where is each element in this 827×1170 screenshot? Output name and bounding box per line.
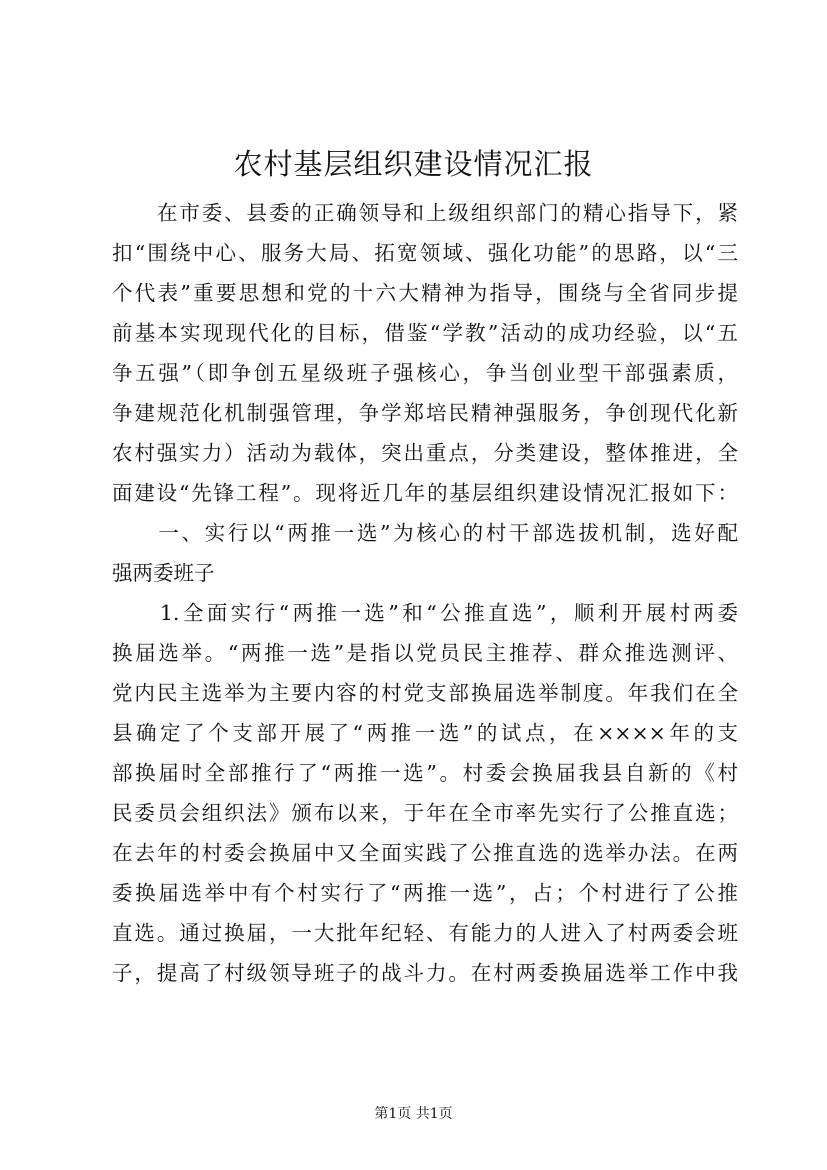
body-line: 直选。通过换届，一大批年纪轻、有能力的人进入了村两委会班 (112, 921, 738, 945)
body-line: 农村强实力）活动为载体，突出重点，分类建设，整体推进，全 (112, 441, 738, 465)
body-line: 前基本实现现代化的目标，借鉴“学教”活动的成功经验，以“五 (112, 321, 738, 345)
body-line: 个代表”重要思想和党的十六大精神为指导，围绕与全省同步提 (112, 281, 738, 305)
body-line: 在去年的村委会换届中又全面实践了公推直选的选举办法。在两 (112, 841, 738, 865)
body-line: 争五强”（即争创五星级班子强核心，争当创业型干部强素质， (112, 361, 738, 385)
section-heading-line: 一、实行以“两推一选”为核心的村干部选拔机制，选好配 (112, 521, 738, 545)
body-line: 换届选举。“两推一选”是指以党员民主推荐、群众推选测评、 (112, 641, 738, 665)
body-line: 面建设“先锋工程”。现将近几年的基层组织建设情况汇报如下： (112, 481, 738, 505)
body-line: 在市委、县委的正确领导和上级组织部门的精心指导下，紧 (112, 201, 738, 225)
section-heading-line: 强两委班子 (112, 561, 215, 585)
body-line: 委换届选举中有个村实行了“两推一选”，占；个村进行了公推 (112, 881, 738, 905)
document-title: 农村基层组织建设情况汇报 (233, 147, 594, 181)
body-line: 扣“围绕中心、服务大局、拓宽领域、强化功能”的思路，以“三 (112, 241, 738, 265)
body-line: 子，提高了村级领导班子的战斗力。在村两委换届选举工作中我 (112, 961, 738, 985)
page-number-footer: 第1页 共1页 (374, 1106, 453, 1122)
body-line: 1.全面实行“两推一选”和“公推直选”，顺利开展村两委 (112, 601, 738, 625)
body-line: 县确定了个支部开展了“两推一选”的试点，在××××年的支 (112, 721, 738, 745)
body-line: 部换届时全部推行了“两推一选”。村委会换届我县自新的《村 (112, 761, 738, 785)
body-line: 党内民主选举为主要内容的村党支部换届选举制度。年我们在全 (112, 681, 738, 705)
document-body (112, 193, 738, 993)
body-line: 争建规范化机制强管理，争学郑培民精神强服务，争创现代化新 (112, 401, 738, 425)
body-line: 民委员会组织法》颁布以来，于年在全市率先实行了公推直选； (112, 801, 738, 825)
